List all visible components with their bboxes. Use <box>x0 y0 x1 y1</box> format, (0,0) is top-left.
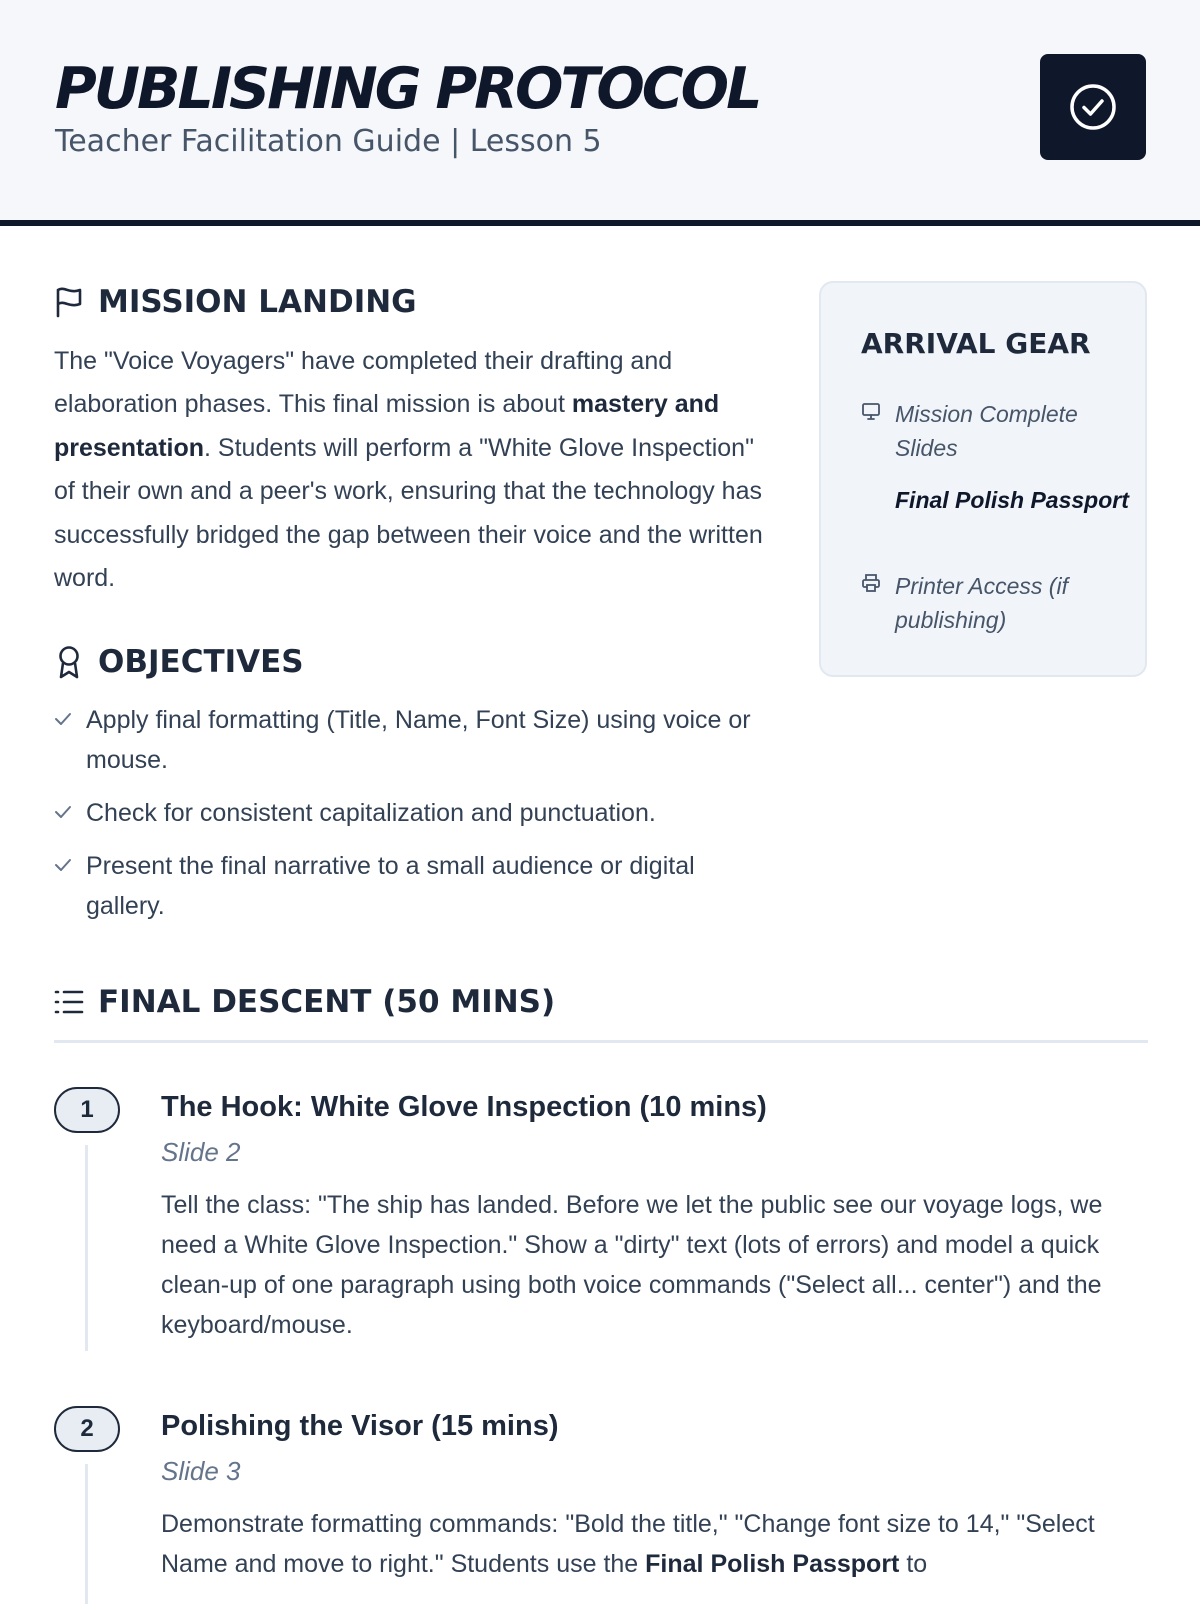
step-text-part1: Demonstrate formatting commands: "Bold the title," "Change font size to 14," "Select Name and move to right." Students use the <box>161 1510 1095 1578</box>
final-descent-heading <box>54 984 555 1020</box>
mission-landing-text <box>54 340 774 600</box>
step-number: 2 <box>54 1406 120 1452</box>
gear-item-label: Printer Access (if publishing) <box>895 573 1068 633</box>
section-divider <box>54 1040 1148 1043</box>
step-title: The Hook: White Glove Inspection (10 mins) <box>161 1091 767 1123</box>
timeline-step <box>54 1406 1148 1600</box>
gear-item-spacer <box>861 487 881 517</box>
check-icon <box>54 712 72 726</box>
timeline-connector <box>85 1145 88 1351</box>
step-description: Tell the class: "The ship has landed. Before we let the public see our voyage logs, we need a White Glove Inspection." Show a "dirty" text (lots of errors) and model a quick clean-up of one paragraph using both voice commands ("Select all... center") and the keyboard/mouse. <box>161 1191 1103 1339</box>
step-slide-ref: Slide 3 <box>161 1456 241 1486</box>
objectives-heading-text: OBJECTIVES <box>98 644 304 680</box>
step-text-part2: to <box>899 1550 928 1578</box>
mission-landing-heading-text: MISSION LANDING <box>98 284 417 320</box>
gear-item-label: Mission Complete Slides <box>895 401 1078 461</box>
timeline-connector <box>85 1464 88 1604</box>
objective-text: Present the final narrative to a small audience or digital gallery. <box>86 852 695 920</box>
page-title: PUBLISHING PROTOCOL <box>55 56 760 122</box>
page-header <box>0 0 1200 226</box>
arrival-gear-title: ARRIVAL GEAR <box>861 327 1091 360</box>
mission-landing-heading <box>54 284 417 320</box>
flag-icon <box>54 286 84 318</box>
printer-icon <box>861 573 881 593</box>
intro-text-part1: The "Voice Voyagers" have completed their drafting and elaboration phases. This final mission is about <box>54 347 673 419</box>
intro-text-part2: . Students will perform a "White Glove Inspection" of their own and a peer's work, ensuring that the technology has successfully bridged the gap between their voice and the written word. <box>54 433 763 593</box>
arrival-gear-panel <box>819 281 1147 677</box>
step-description <box>161 1504 1161 1584</box>
timeline-step <box>54 1087 1148 1357</box>
completion-badge <box>1040 54 1146 160</box>
check-circle-icon <box>1068 82 1118 132</box>
list-item <box>54 846 774 926</box>
gear-item <box>861 569 1131 637</box>
check-icon <box>54 858 72 872</box>
gear-item <box>861 397 1131 465</box>
step-title: Polishing the Visor (15 mins) <box>161 1410 559 1442</box>
objective-text: Check for consistent capitalization and punctuation. <box>86 799 656 827</box>
intro-text-bold: mastery and presentation <box>54 390 720 462</box>
list-item <box>54 700 774 780</box>
final-descent-heading-text: FINAL DESCENT (50 MINS) <box>98 984 556 1020</box>
check-icon <box>54 805 72 819</box>
step-slide-ref: Slide 2 <box>161 1137 241 1167</box>
list-item <box>54 793 774 833</box>
gear-item-label: Final Polish Passport <box>895 487 1129 513</box>
gear-item <box>861 483 1131 517</box>
objectives-list <box>54 700 774 939</box>
objective-text: Apply final formatting (Title, Name, Font Size) using voice or mouse. <box>86 706 751 774</box>
award-icon <box>54 645 84 679</box>
step-text-bold: Final Polish Passport <box>645 1550 900 1578</box>
list-icon <box>54 988 84 1016</box>
monitor-icon <box>861 401 881 421</box>
step-number: 1 <box>54 1087 120 1133</box>
page-subtitle: Teacher Facilitation Guide | Lesson 5 <box>55 124 602 159</box>
objectives-heading <box>54 644 304 680</box>
